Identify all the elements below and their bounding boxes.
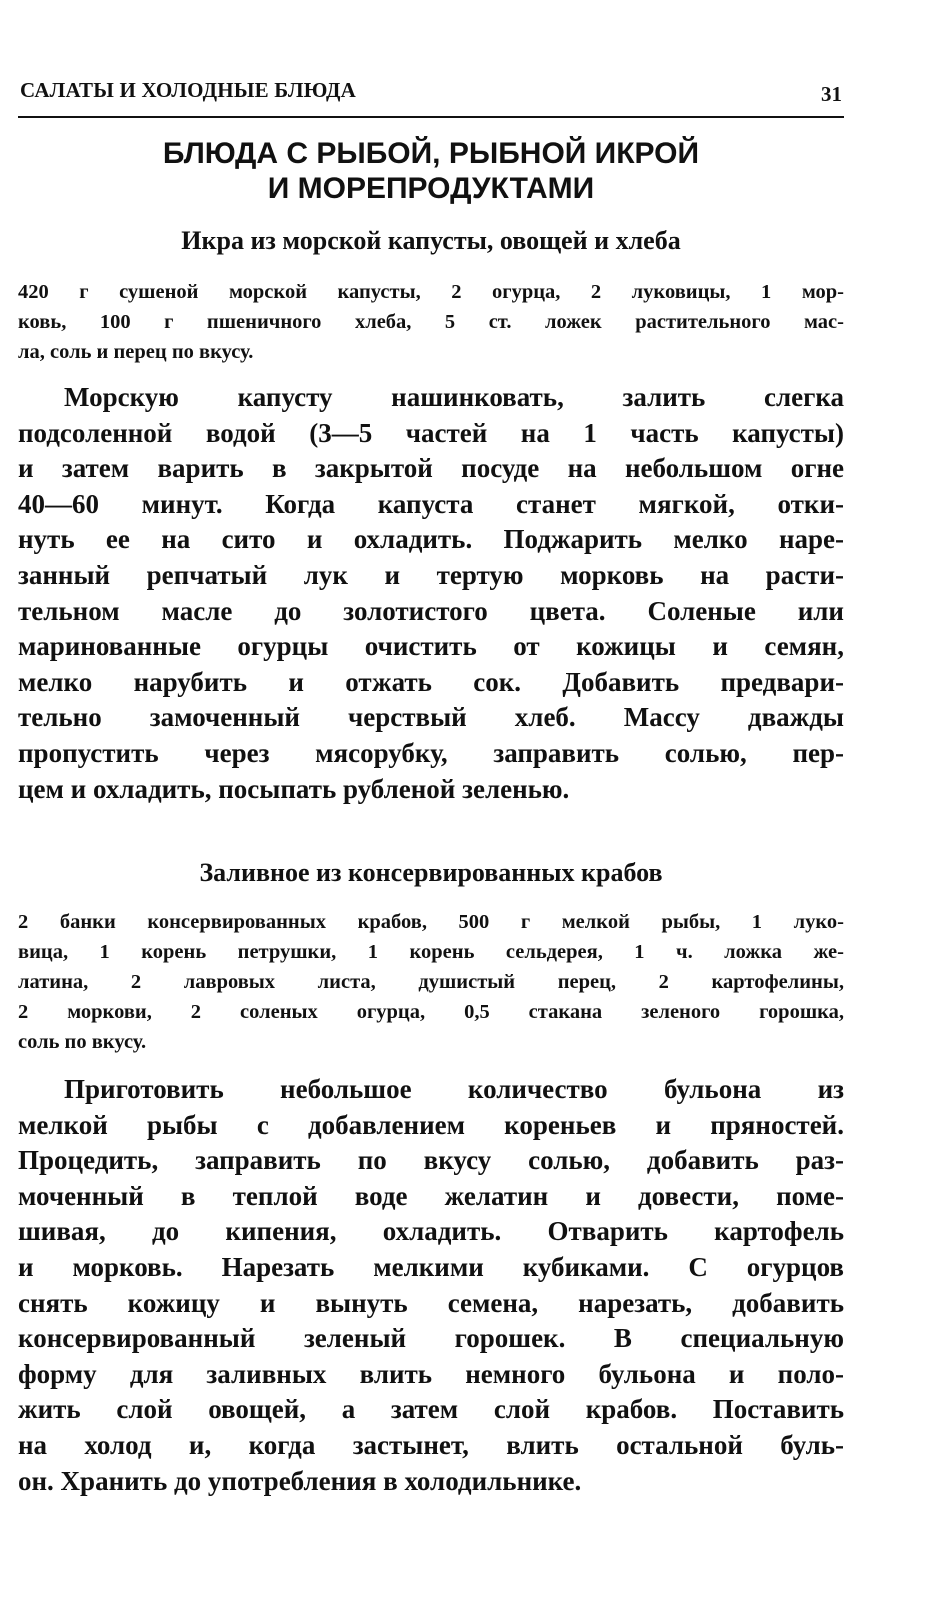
method-line: 40—60 минут. Когда капуста станет мягкой, отки- xyxy=(18,488,844,519)
method-line: моченный в теплой воде желатин и довести, поме- xyxy=(18,1180,844,1211)
method-line: тельном масле до золотистого цвета. Соленые или xyxy=(18,595,844,626)
method-line: жить слой овощей, а затем слой крабов. Поставить xyxy=(18,1394,844,1425)
ingredients-seaweed-caviar xyxy=(18,277,844,367)
ingredients-line: вица, 1 корень петрушки, 1 корень сельдерея, 1 ч. ложка же- xyxy=(18,941,844,963)
header-rule xyxy=(18,116,844,118)
method-line: занный репчатый лук и тертую морковь на расти- xyxy=(18,559,844,590)
method-crab-aspic xyxy=(18,1072,844,1499)
section-title-line: И МОРЕПРОДУКТАМИ xyxy=(267,172,595,205)
ingredients-line: латина, 2 лавровых листа, душистый перец, 2 картофелины, xyxy=(18,971,844,993)
method-line: цем и охладить, посыпать рубленой зеленью. xyxy=(18,773,570,804)
recipe-title-seaweed-caviar: Икра из морской капусты, овощей и хлеба xyxy=(181,226,681,255)
ingredients-line: ла, соль и перец по вкусу. xyxy=(18,341,254,363)
method-line: Приготовить небольшое количество бульона из xyxy=(64,1074,844,1104)
ingredients-crab-aspic xyxy=(18,907,844,1057)
method-line: нуть ее на сито и охладить. Поджарить мелко наре- xyxy=(18,524,844,555)
method-seaweed-caviar xyxy=(18,380,844,807)
method-line: пропустить через мясорубку, заправить солью, пер- xyxy=(18,737,844,768)
section-title xyxy=(18,136,844,206)
ingredients-line: 420 г сушеной морской капусты, 2 огурца, 2 луковицы, 1 мор- xyxy=(18,281,844,303)
method-line: тельно замоченный черствый хлеб. Массу дважды xyxy=(18,702,844,733)
method-line: мелко нарубить и отжать сок. Добавить предвари- xyxy=(18,666,844,697)
method-line: подсоленной водой (3—5 частей на 1 часть капусты) xyxy=(18,417,844,448)
recipe-title-crab-aspic: Заливное из консервированных крабов xyxy=(199,858,663,887)
method-line: и затем варить в закрытой посуде на небольшом огне xyxy=(18,453,844,484)
ingredients-line: соль по вкусу. xyxy=(18,1031,147,1053)
section-title-line: БЛЮДА С РЫБОЙ, РЫБНОЙ ИКРОЙ xyxy=(162,137,700,170)
method-line: он. Хранить до употребления в холодильнике. xyxy=(18,1465,582,1496)
method-line: на холод и, когда застынет, влить остальной буль- xyxy=(18,1429,844,1460)
ingredients-line: 2 моркови, 2 соленых огурца, 0,5 стакана зеленого горошка, xyxy=(18,1001,844,1023)
method-line: мелкой рыбы с добавлением кореньев и пряностей. xyxy=(18,1109,844,1140)
ingredients-line: ковь, 100 г пшеничного хлеба, 5 ст. ложек растительного мас- xyxy=(18,311,844,333)
method-line: Процедить, заправить по вкусу солью, добавить раз- xyxy=(18,1145,844,1176)
ingredients-line: 2 банки консервированных крабов, 500 г мелкой рыбы, 1 луко- xyxy=(18,911,844,933)
running-header xyxy=(20,74,844,104)
page-number: 31 xyxy=(821,82,842,106)
method-line: маринованные огурцы очистить от кожицы и семян, xyxy=(18,631,844,662)
running-title: САЛАТЫ И ХОЛОДНЫЕ БЛЮДА xyxy=(20,78,356,102)
method-line: Морскую капусту нашинковать, залить слегка xyxy=(64,382,844,412)
method-line: шивая, до кипения, охладить. Отварить картофель xyxy=(18,1216,844,1247)
method-line: форму для заливных влить немного бульона и поло- xyxy=(18,1358,844,1389)
book-page xyxy=(18,0,844,1600)
method-line: консервированный зеленый горошек. В специальную xyxy=(18,1323,844,1354)
method-line: снять кожицу и вынуть семена, нарезать, добавить xyxy=(18,1287,844,1318)
method-line: и морковь. Нарезать мелкими кубиками. С огурцов xyxy=(18,1251,844,1282)
